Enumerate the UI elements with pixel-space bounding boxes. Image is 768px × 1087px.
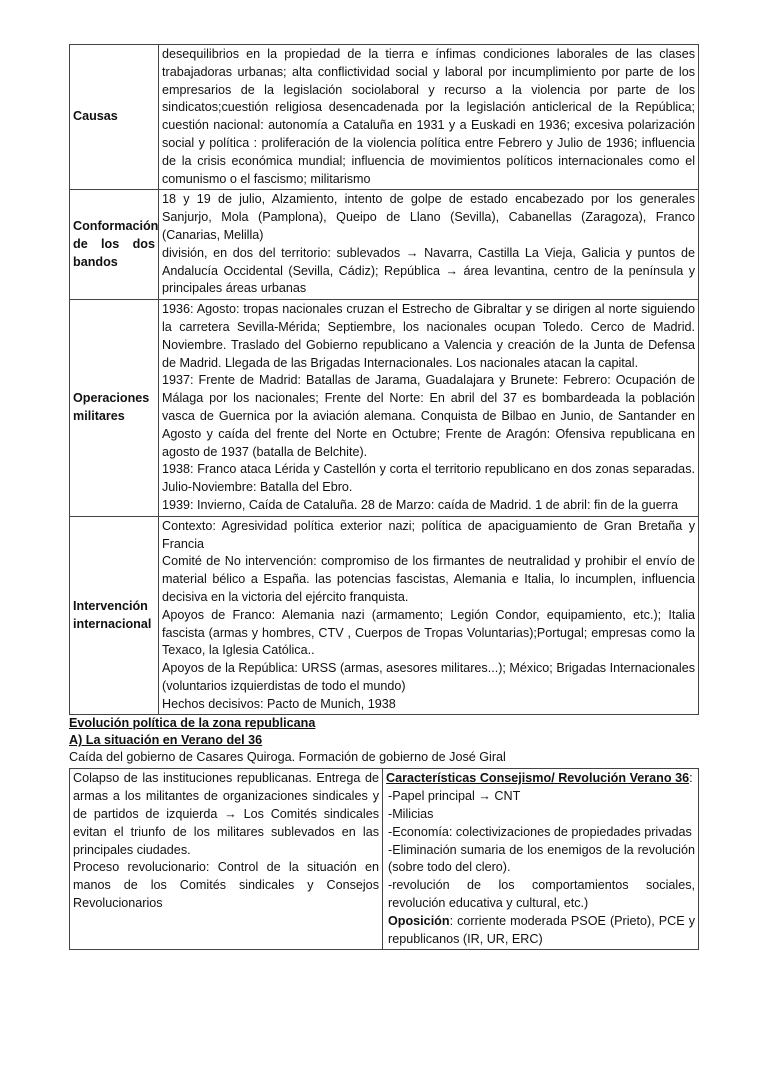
- paragraph: Proceso revolucionario: Control de la situación en manos de los Comités sindicales y Consejos Revolucionarios: [73, 860, 379, 911]
- paragraph: Apoyos de la República: URSS (armas, asesores militares...); México; Brigadas Internacionales (voluntarios izquierdistas de todo el mundo): [162, 661, 695, 693]
- list-item: -Papel principal → CNT: [388, 789, 521, 804]
- paragraph: Comité de No intervención: compromiso de los firmantes de neutralidad y prohibir el envío de material bélico a España. las potencias fascistas, Alemania e Italia, lo incumplen, influencia decisiva en la victoria del ejército franquista.: [162, 554, 695, 604]
- table-row: [70, 516, 699, 715]
- paragraph: Hechos decisivos: Pacto de Munich, 1938: [162, 696, 396, 711]
- row-content-intervencion: [159, 516, 699, 715]
- paragraph: Colapso de las instituciones republicanas. Entrega de armas a los militantes de organizaciones sindicales y de partidos de izquierda → Los Comités sindicales evitan el triunfo de los militares sublevados en las principales ciudades.: [73, 771, 379, 857]
- list-item: -Milicias: [388, 807, 434, 822]
- row-label-operaciones: Operaciones militares: [70, 300, 159, 517]
- list-item: -Eliminación sumaria de los enemigos de la revolución (sobre todo del clero).: [388, 842, 695, 875]
- two-column-table: [69, 768, 699, 950]
- paragraph: 1938: Franco ataca Lérida y Castellón y corta el territorio republicano en dos zonas separadas. Julio-Noviembre: Batalla del Ebro.: [162, 462, 695, 495]
- row-content-bandos: [159, 190, 699, 300]
- list-item: -revolución de los comportamientos sociales, revolución educativa y cultural, etc.): [388, 878, 695, 911]
- table-row: [70, 190, 699, 300]
- opposition-text: : corriente moderada PSOE (Prieto), PCE y republicanos (IR, UR, ERC): [388, 913, 695, 946]
- table-row: [70, 300, 699, 517]
- row-label-bandos: Conformación de los dos bandos: [70, 190, 159, 300]
- row-content-operaciones: [159, 300, 699, 517]
- list-item: -Economía: colectivizaciones de propiedades privadas: [388, 824, 692, 839]
- title-suffix: :: [689, 771, 693, 786]
- left-column: [70, 769, 383, 950]
- paragraph: división, en dos del territorio: sublevados → Navarra, Castilla La Vieja, Galicia y puntos de Andalucía Occidental (Sevilla, Cádiz); República → área levantina, centro de la península y principales áreas urbanas: [162, 245, 695, 296]
- table-row: [70, 45, 699, 190]
- row-label-intervencion: Intervención internacional: [70, 516, 159, 715]
- row-label-causas: Causas: [70, 45, 159, 190]
- paragraph: Apoyos de Franco: Alemania nazi (armamento; Legión Condor, equipamiento, etc.); Italia fascista (armas y hombres, CTV , Cuerpos de Tropas Voluntarias);Portugal; empresas como la Texaco, la Iglesia Católica..: [162, 607, 695, 658]
- section-intro: Caída del gobierno de Casares Quiroga. Formación de gobierno de José Giral: [69, 750, 506, 765]
- table-row: [70, 769, 699, 950]
- paragraph: 1937: Frente de Madrid: Batallas de Jarama, Guadalajara y Brunete: Febrero: Ocupación de Málaga por los nacionales; Frente del Norte: En abril del 37 es bombardeada la población vasca de Guernica por la aviación alemana. Conquista de Bilbao en Junio, de Santander en Agosto y caída del frente del Norte en Octubre; Frente de Aragón: Ofensiva republicana en agosto de 1937 (batalla de Belchite).: [162, 373, 695, 459]
- characteristics-title: Características Consejismo/ Revolución Verano 36: [386, 771, 690, 786]
- row-content-causas: desequilibrios en la propiedad de la tierra e ínfimas condiciones laborales de las clases trabajadoras urbanas; alta conflictividad social y laboral por incumplimiento por parte de los empresarios de la legislación sociolaboral y recurso a la violencia por parte de los sindicatos;cuestión religiosa desencadenada por la legislación anticlerical de la República; cuestión nacional: autonomía a Cataluña en 1931 y a Euskadi en 1936; excesiva polarización social y política : proliferación de la violencia política entre Febrero y Julio de 1936; influencia de la crisis económica mundial; influencia de movimientos políticos internacionales como el comunismo o el fascismo; militarismo: [159, 45, 699, 190]
- section-republican-zone: [69, 715, 699, 766]
- paragraph: 18 y 19 de julio, Alzamiento, intento de golpe de estado encabezado por los generales Sanjurjo, Mola (Pamplona), Queipo de Llano (Sevilla), Cabanellas (Zaragoza), Franco (Canarias, Melilla): [162, 192, 695, 242]
- paragraph: Contexto: Agresividad política exterior nazi; política de apaciguamiento de Gran Bretaña y Francia: [162, 518, 695, 551]
- summary-table: [69, 44, 699, 715]
- paragraph: 1936: Agosto: tropas nacionales cruzan el Estrecho de Gibraltar y se dirigen al norte siguiendo la carretera Sevilla-Mérida; Septiembre, los nacionales ocupan Toledo. Cerco de Madrid. Noviembre. Traslado del Gobierno republicano a Valencia y creación de la Junta de Defensa de Madrid. Llegada de las Brigadas Internacionales. Los nacionales atacan la capital.: [162, 302, 695, 370]
- right-column: [383, 769, 699, 950]
- paragraph: 1939: Invierno, Caída de Cataluña. 28 de Marzo: caída de Madrid. 1 de abril: fin de la guerra: [162, 497, 678, 512]
- section-heading: Evolución política de la zona republicana: [69, 716, 316, 731]
- opposition-label: Oposición: [388, 913, 450, 928]
- document-page: [69, 44, 699, 950]
- section-subheading: A) La situación en Verano del 36: [69, 733, 263, 748]
